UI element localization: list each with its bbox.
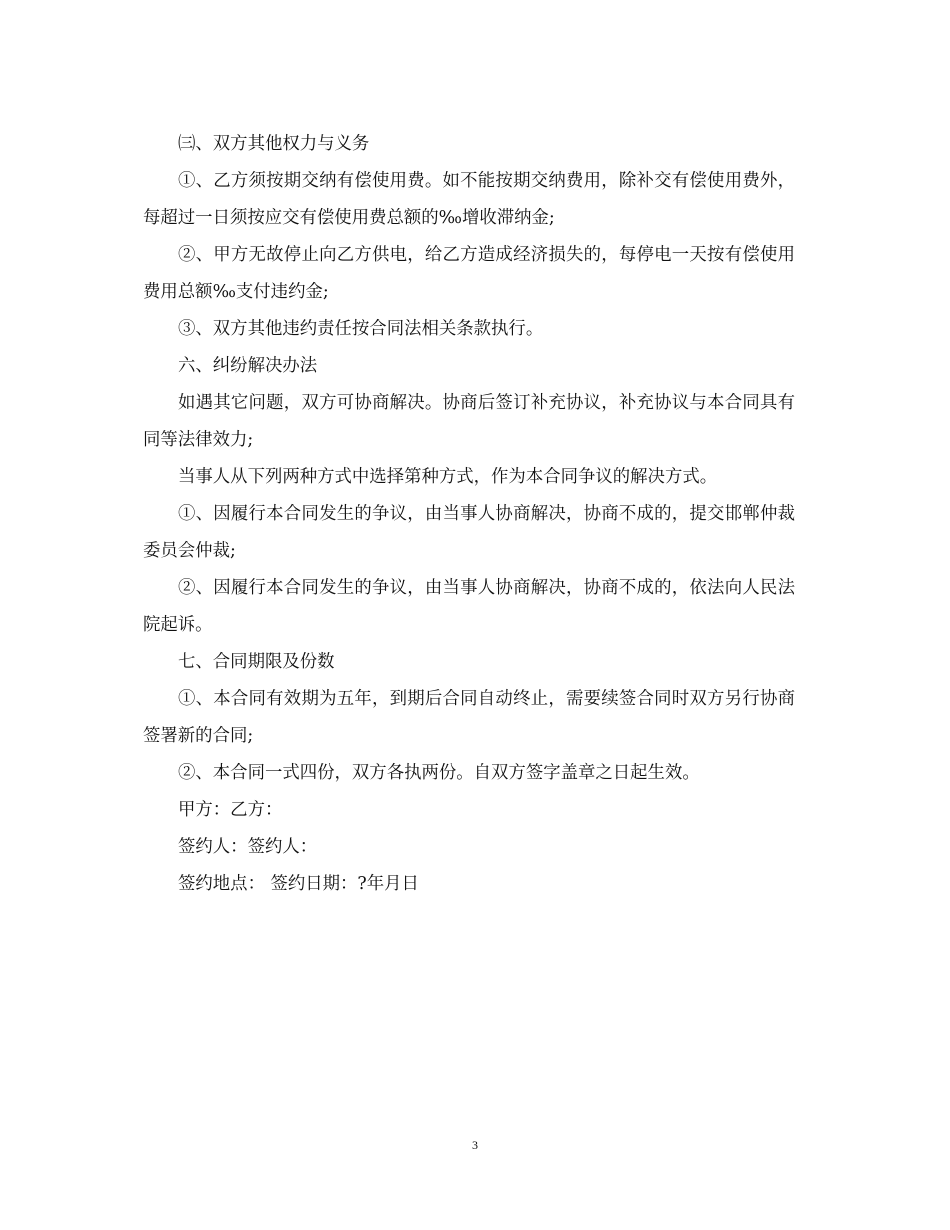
section-heading-rights-obligations: ㈢、双方其他权力与义务 [178,134,370,154]
signature-parties: 甲方：乙方： [178,800,283,820]
clause-late-payment: ①、乙方须按期交纳有偿使用费。如不能按期交纳费用，除补交有偿使用费外，每超过一日须按应交有偿使用费总额的‰增收滞纳金; [143,171,795,228]
clause-arbitration: ①、因履行本合同发生的争议，由当事人协商解决，协商不成的，提交邯郸仲裁委员会仲裁; [143,504,795,561]
document-body [143,126,795,903]
clause-other-liability: ③、双方其他违约责任按合同法相关条款执行。 [178,319,544,339]
signature-place-date: 签约地点： 签约日期：?年月日 [178,874,419,894]
clause-copies-effective: ②、本合同一式四份，双方各执两份。自双方签字盖章之日起生效。 [178,763,700,783]
clause-supplementary-agreement: 如遇其它问题，双方可协商解决。协商后签订补充协议，补充协议与本合同具有同等法律效力; [143,393,795,450]
clause-litigation: ②、因履行本合同发生的争议，由当事人协商解决，协商不成的，依法向人民法院起诉。 [143,578,795,635]
clause-power-outage-penalty: ②、甲方无故停止向乙方供电，给乙方造成经济损失的，每停电一天按有偿使用费用总额‰支付违约金; [143,245,795,302]
clause-dispute-method-choice: 当事人从下列两种方式中选择第种方式，作为本合同争议的解决方式。 [178,467,718,487]
section-heading-dispute-resolution: 六、纠纷解决办法 [178,356,318,376]
section-heading-term-copies: 七、合同期限及份数 [178,652,335,672]
page-number: 3 [472,1138,478,1152]
clause-contract-term: ①、本合同有效期为五年，到期后合同自动终止，需要续签合同时双方另行协商签署新的合同; [143,689,795,746]
signature-signatories: 签约人：签约人： [178,837,318,857]
